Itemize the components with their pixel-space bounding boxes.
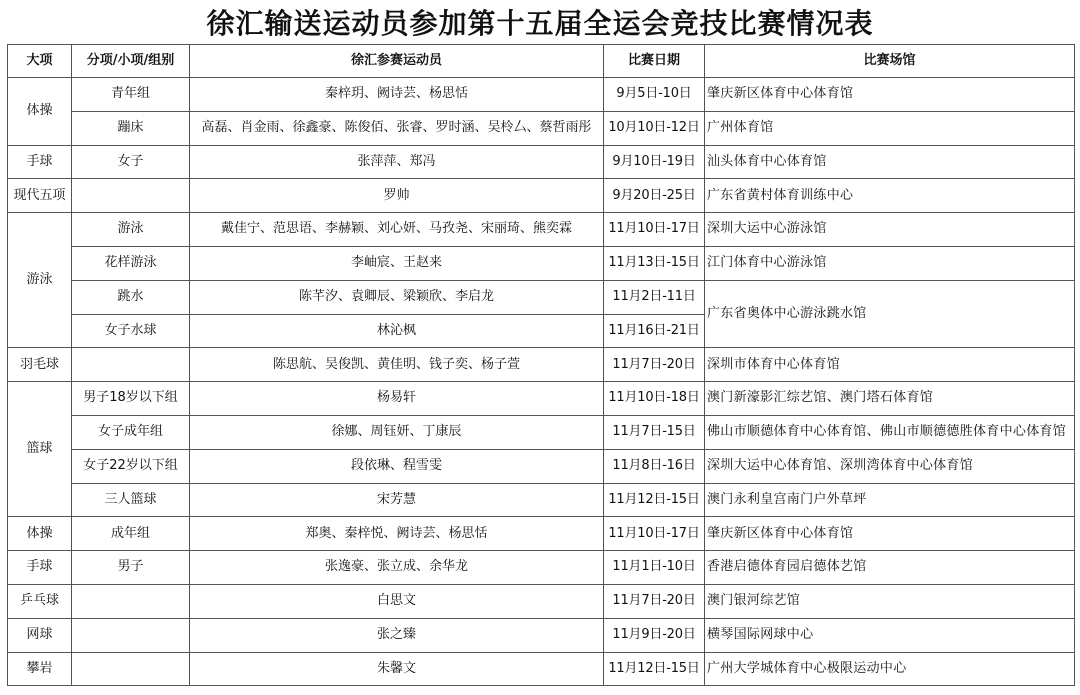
- header-date: 比赛日期: [604, 45, 705, 78]
- athletes-cell: 戴佳宁、范思语、李赫颖、刘心妍、马孜尧、宋丽琦、熊奕霖: [190, 213, 604, 247]
- table-row: [8, 551, 1075, 585]
- venue-cell: 广东省黄村体育训练中心: [705, 179, 1075, 213]
- venue-cell: 肇庆新区体育中心体育馆: [705, 517, 1075, 551]
- date-cell: 11月7日-15日: [604, 415, 705, 449]
- athletes-cell: 罗帅: [190, 179, 604, 213]
- category-cell: 手球: [8, 145, 72, 179]
- table-row: [8, 111, 1075, 145]
- table-row: [8, 280, 1075, 314]
- subcategory-cell: 跳水: [72, 280, 190, 314]
- date-cell: 11月7日-20日: [604, 584, 705, 618]
- date-cell: 11月12日-15日: [604, 483, 705, 517]
- venue-cell: 广东省奥体中心游泳跳水馆: [705, 280, 1075, 348]
- subcategory-cell: [72, 179, 190, 213]
- athletes-cell: 张之臻: [190, 618, 604, 652]
- date-cell: 11月16日-21日: [604, 314, 705, 348]
- header-athletes: 徐汇参赛运动员: [190, 45, 604, 78]
- athletes-cell: 张萍萍、郑冯: [190, 145, 604, 179]
- table-row: [8, 213, 1075, 247]
- table-row: [8, 517, 1075, 551]
- subcategory-cell: [72, 584, 190, 618]
- subcategory-cell: 男子: [72, 551, 190, 585]
- category-cell: 羽毛球: [8, 348, 72, 382]
- date-cell: 9月5日-10日: [604, 78, 705, 112]
- subcategory-cell: 女子: [72, 145, 190, 179]
- athletes-cell: 段依琳、程雪雯: [190, 449, 604, 483]
- category-cell: 篮球: [8, 382, 72, 517]
- venue-cell: 汕头体育中心体育馆: [705, 145, 1075, 179]
- date-cell: 9月10日-19日: [604, 145, 705, 179]
- table-row: [8, 179, 1075, 213]
- subcategory-cell: 蹦床: [72, 111, 190, 145]
- subcategory-cell: 花样游泳: [72, 246, 190, 280]
- athletes-cell: 秦梓玥、阙诗芸、杨思恬: [190, 78, 604, 112]
- venue-cell: 广州大学城体育中心极限运动中心: [705, 652, 1075, 686]
- date-cell: 11月2日-11日: [604, 280, 705, 314]
- page-title: 徐汇输送运动员参加第十五届全运会竞技比赛情况表: [206, 7, 874, 40]
- athletes-cell: 陈思航、吴俊凯、黄佳明、钱子奕、杨子萱: [190, 348, 604, 382]
- venue-cell: 澳门永利皇宫南门户外草坪: [705, 483, 1075, 517]
- category-cell: 游泳: [8, 213, 72, 348]
- venue-cell: 澳门银河综艺馆: [705, 584, 1075, 618]
- subcategory-cell: 三人篮球: [72, 483, 190, 517]
- venue-cell: 香港启德体育园启德体艺馆: [705, 551, 1075, 585]
- athletes-cell: 李岫宸、王赵来: [190, 246, 604, 280]
- category-cell: 网球: [8, 618, 72, 652]
- venue-cell: 深圳大运中心游泳馆: [705, 213, 1075, 247]
- date-cell: 11月12日-15日: [604, 652, 705, 686]
- athletes-cell: 徐娜、周钰妍、丁康辰: [190, 415, 604, 449]
- category-cell: 攀岩: [8, 652, 72, 686]
- date-cell: 11月13日-15日: [604, 246, 705, 280]
- header-row: [8, 45, 1075, 78]
- category-cell: 现代五项: [8, 179, 72, 213]
- athletes-cell: 宋芳慧: [190, 483, 604, 517]
- subcategory-cell: 女子成年组: [72, 415, 190, 449]
- athletes-cell: 朱馨文: [190, 652, 604, 686]
- subcategory-cell: 女子水球: [72, 314, 190, 348]
- athletes-cell: 杨易轩: [190, 382, 604, 416]
- venue-cell: 江门体育中心游泳馆: [705, 246, 1075, 280]
- table-row: [8, 246, 1075, 280]
- table-row: [8, 78, 1075, 112]
- category-cell: 乒乓球: [8, 584, 72, 618]
- table-row: [8, 652, 1075, 686]
- venue-cell: 佛山市顺德体育中心体育馆、佛山市顺德德胜体育中心体育馆: [705, 415, 1075, 449]
- venue-cell: 深圳大运中心体育馆、深圳湾体育中心体育馆: [705, 449, 1075, 483]
- subcategory-cell: 男子18岁以下组: [72, 382, 190, 416]
- header-category: 大项: [8, 45, 72, 78]
- date-cell: 11月10日-17日: [604, 517, 705, 551]
- athletes-cell: 高磊、肖金雨、徐鑫豪、陈俊佰、张睿、罗时涵、吴柃厶、蔡哲雨彤: [190, 111, 604, 145]
- header-venue: 比赛场馆: [705, 45, 1075, 78]
- venue-cell: 肇庆新区体育中心体育馆: [705, 78, 1075, 112]
- date-cell: 9月20日-25日: [604, 179, 705, 213]
- venue-cell: 深圳市体育中心体育馆: [705, 348, 1075, 382]
- date-cell: 11月10日-17日: [604, 213, 705, 247]
- athletes-cell: 郑奥、秦梓悦、阙诗芸、杨思恬: [190, 517, 604, 551]
- athletes-cell: 陈芊汐、袁卿辰、梁颖欣、李启龙: [190, 280, 604, 314]
- athletes-cell: 林沁枫: [190, 314, 604, 348]
- venue-cell: 横琴国际网球中心: [705, 618, 1075, 652]
- subcategory-cell: [72, 348, 190, 382]
- table-row: [8, 483, 1075, 517]
- table-row: [8, 449, 1075, 483]
- venue-cell: 广州体育馆: [705, 111, 1075, 145]
- subcategory-cell: [72, 652, 190, 686]
- subcategory-cell: 成年组: [72, 517, 190, 551]
- category-cell: 体操: [8, 517, 72, 551]
- table-row: [8, 584, 1075, 618]
- category-cell: 体操: [8, 78, 72, 146]
- table-row: [8, 348, 1075, 382]
- date-cell: 11月9日-20日: [604, 618, 705, 652]
- athletes-cell: 张逸豪、张立成、余华龙: [190, 551, 604, 585]
- subcategory-cell: 青年组: [72, 78, 190, 112]
- table-row: [8, 618, 1075, 652]
- subcategory-cell: 女子22岁以下组: [72, 449, 190, 483]
- venue-cell: 澳门新濠影汇综艺馆、澳门塔石体育馆: [705, 382, 1075, 416]
- athletes-cell: 白思文: [190, 584, 604, 618]
- date-cell: 11月10日-18日: [604, 382, 705, 416]
- header-subcategory: 分项/小项/组别: [72, 45, 190, 78]
- table-row: [8, 145, 1075, 179]
- date-cell: 10月10日-12日: [604, 111, 705, 145]
- subcategory-cell: 游泳: [72, 213, 190, 247]
- date-cell: 11月8日-16日: [604, 449, 705, 483]
- table-row: [8, 415, 1075, 449]
- category-cell: 手球: [8, 551, 72, 585]
- competition-table: [7, 44, 1075, 686]
- date-cell: 11月7日-20日: [604, 348, 705, 382]
- table-row: [8, 382, 1075, 416]
- date-cell: 11月1日-10日: [604, 551, 705, 585]
- subcategory-cell: [72, 618, 190, 652]
